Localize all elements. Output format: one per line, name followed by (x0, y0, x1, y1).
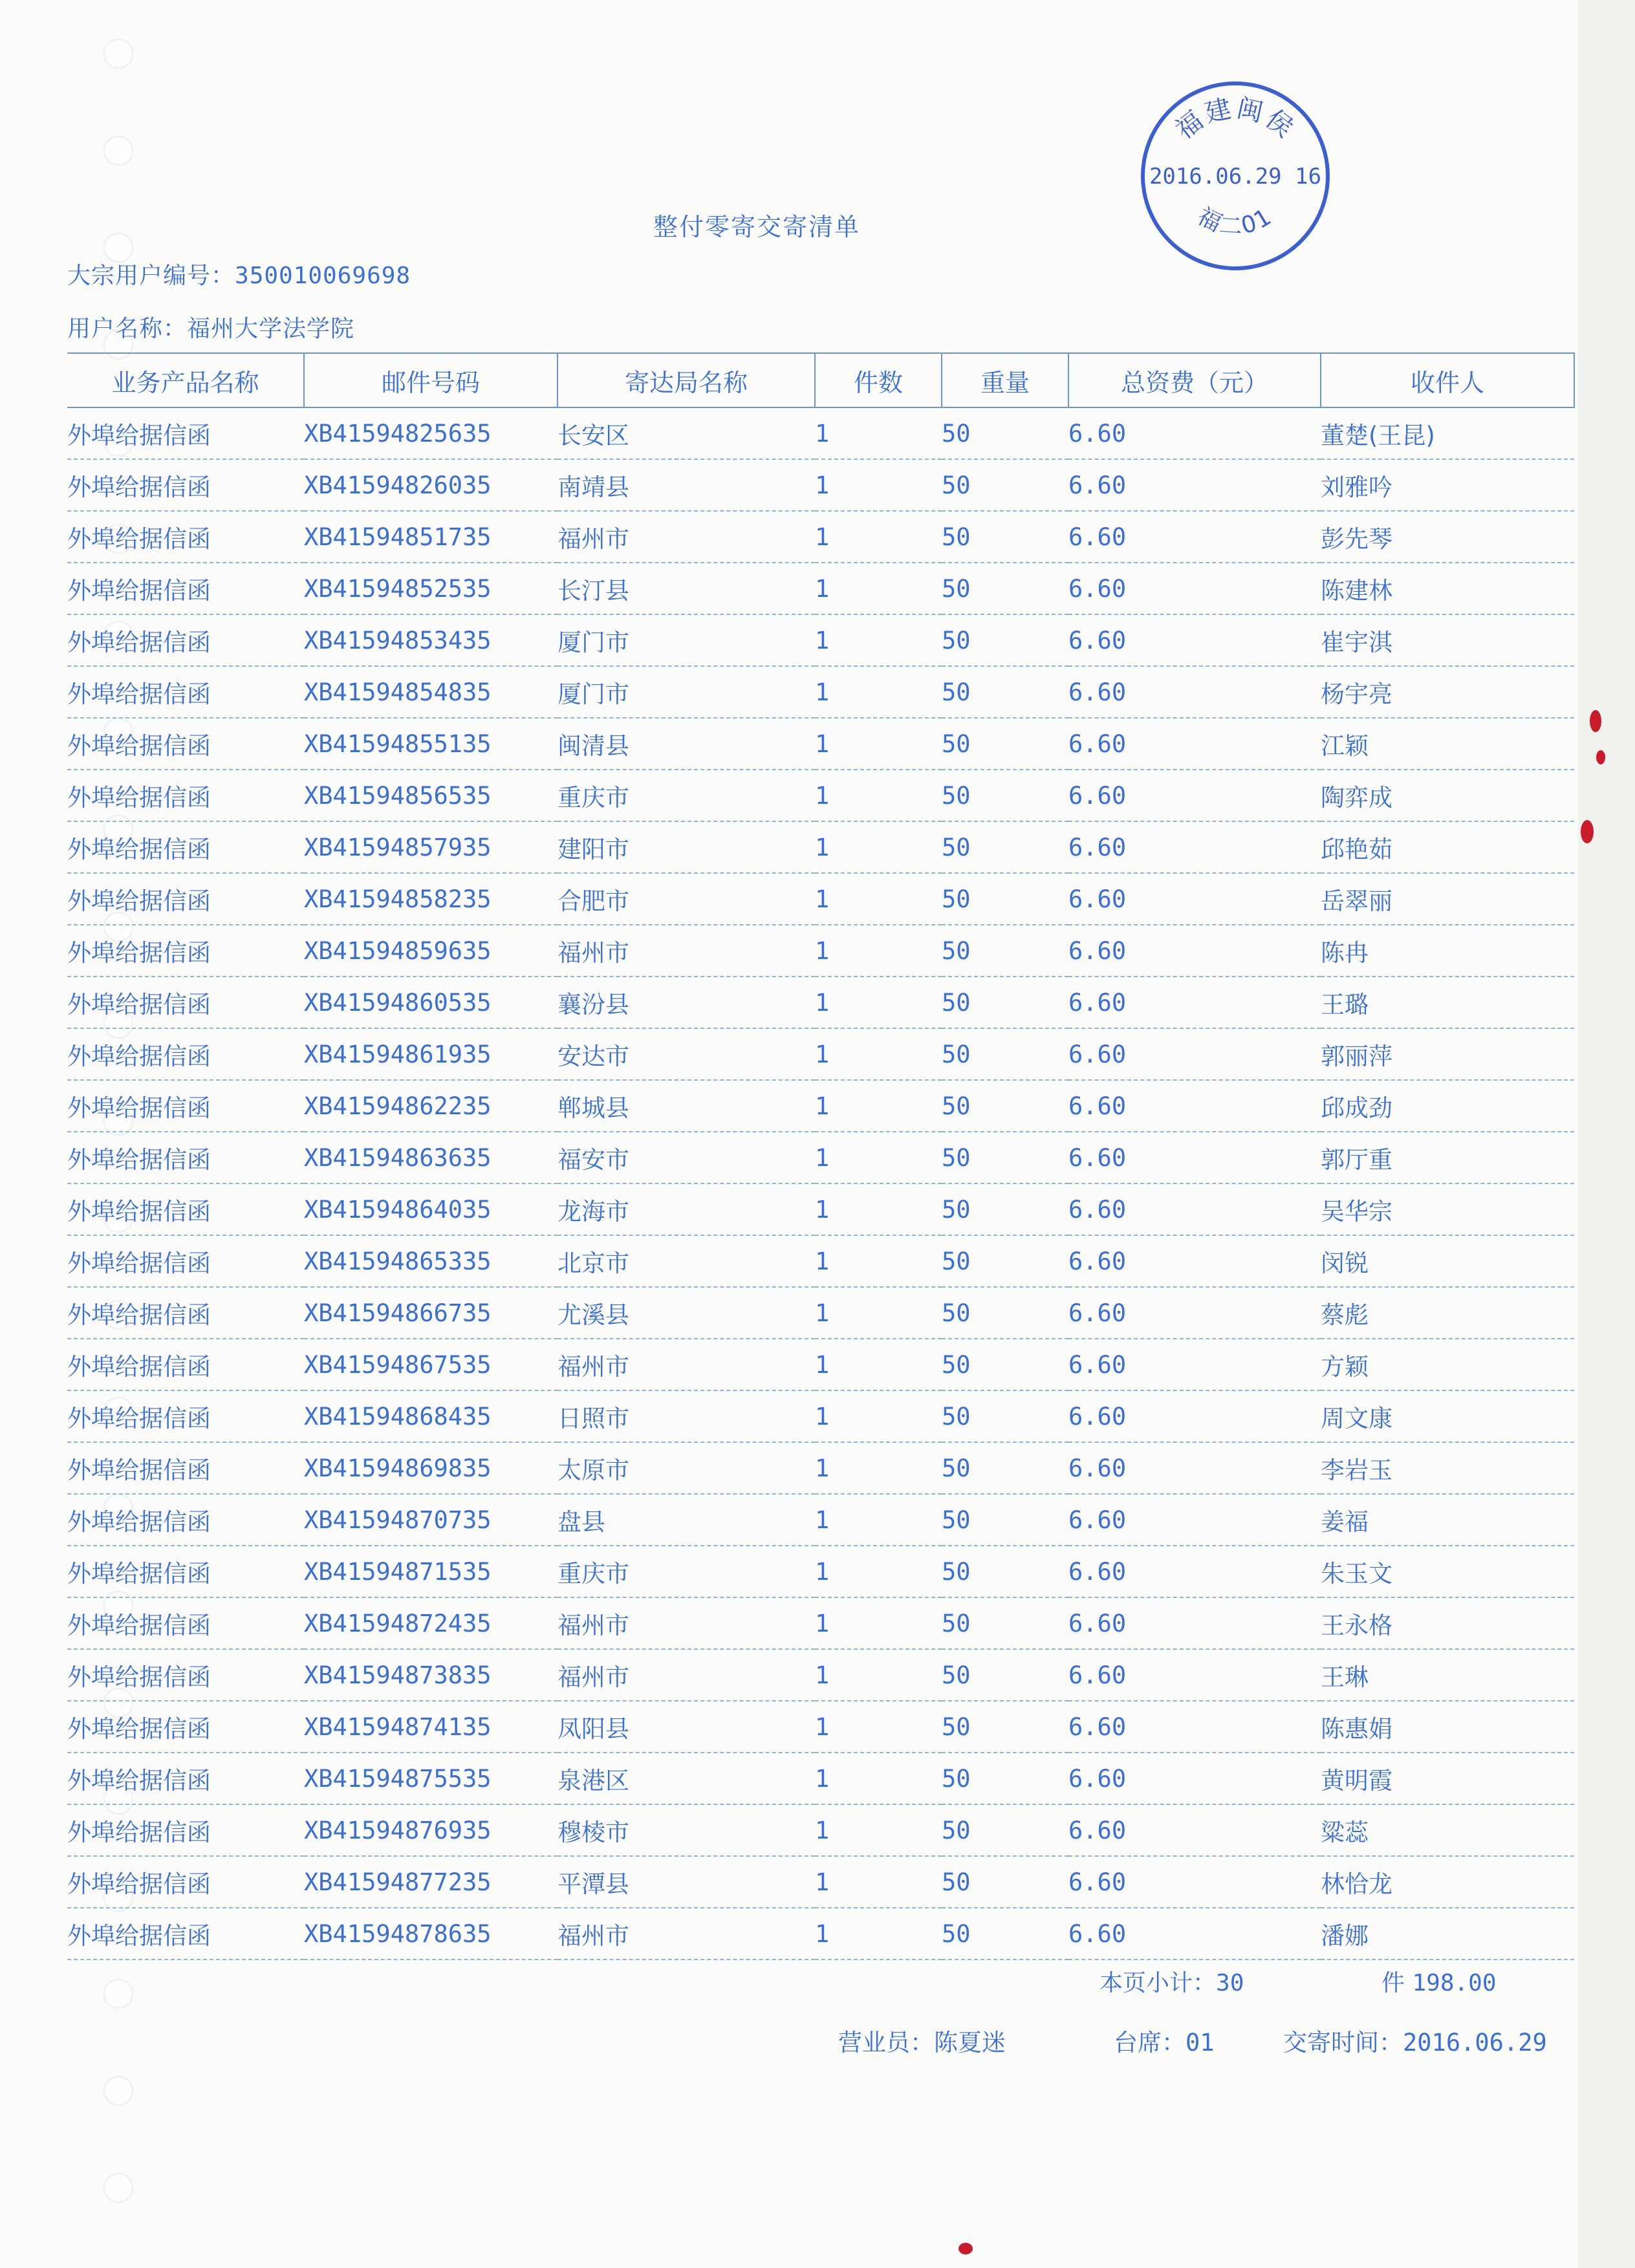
cell-mail-no: XB41594864035 (304, 1183, 558, 1235)
table-row (67, 459, 1574, 511)
clerk-name: 陈夏迷 (934, 2029, 1006, 2057)
customer-line (67, 310, 354, 343)
cell-qty: 1 (815, 873, 942, 925)
cell-mail-no: XB41594851735 (304, 511, 558, 563)
cell-fee: 6.60 (1068, 1442, 1321, 1494)
cell-product: 外埠给据信函 (67, 1442, 304, 1494)
table-row (67, 925, 1574, 977)
cell-weight: 50 (942, 1494, 1068, 1546)
cell-qty: 1 (815, 1701, 942, 1753)
cell-office: 襄汾县 (558, 977, 815, 1028)
postmark-stamp (1138, 79, 1332, 273)
cell-fee: 6.60 (1068, 1287, 1321, 1339)
table-row (67, 563, 1574, 614)
cell-fee: 6.60 (1068, 1494, 1321, 1546)
cell-fee: 6.60 (1068, 1856, 1321, 1908)
cell-mail-no: XB41594855135 (304, 718, 558, 770)
cell-weight: 50 (942, 770, 1068, 821)
cell-fee: 6.60 (1068, 1546, 1321, 1597)
cell-recipient: 郭丽萍 (1321, 1028, 1574, 1080)
cell-weight: 50 (942, 1183, 1068, 1235)
cell-qty: 1 (815, 1132, 942, 1183)
cell-recipient: 林恰龙 (1321, 1856, 1574, 1908)
counter-label: 台席： (1114, 2029, 1186, 2057)
header-weight: 重量 (942, 353, 1068, 407)
cell-product: 外埠给据信函 (67, 563, 304, 614)
cell-recipient: 王琳 (1321, 1649, 1574, 1701)
cell-office: 福州市 (558, 511, 815, 563)
cell-office: 盘县 (558, 1494, 815, 1546)
cell-mail-no: XB41594869835 (304, 1442, 558, 1494)
cell-product: 外埠给据信函 (67, 459, 304, 511)
table-row (67, 1908, 1574, 1960)
cell-mail-no: XB41594872435 (304, 1597, 558, 1649)
cell-weight: 50 (942, 407, 1068, 459)
cell-product: 外埠给据信函 (67, 666, 304, 718)
header-recipient: 收件人 (1321, 353, 1574, 407)
cell-recipient: 姜福 (1321, 1494, 1574, 1546)
table-row (67, 770, 1574, 821)
table-body (67, 407, 1574, 1960)
cell-fee: 6.60 (1068, 1132, 1321, 1183)
clerk-line (838, 2023, 1006, 2058)
cell-product: 外埠给据信函 (67, 1804, 304, 1856)
punch-hole (103, 39, 133, 69)
cell-office: 南靖县 (558, 459, 815, 511)
cell-product: 外埠给据信函 (67, 821, 304, 873)
customer-name: 福州大学法学院 (187, 316, 355, 342)
cell-fee: 6.60 (1068, 1597, 1321, 1649)
table-row (67, 1804, 1574, 1856)
cell-product: 外埠给据信函 (67, 1494, 304, 1546)
cell-qty: 1 (815, 1442, 942, 1494)
cell-office: 郸城县 (558, 1080, 815, 1132)
cell-fee: 6.60 (1068, 1390, 1321, 1442)
cell-qty: 1 (815, 407, 942, 459)
cell-recipient: 董楚(王昆) (1321, 407, 1574, 459)
table-row (67, 407, 1574, 459)
cell-recipient: 彭先琴 (1321, 511, 1574, 563)
cell-fee: 6.60 (1068, 614, 1321, 666)
cell-office: 福州市 (558, 1908, 815, 1960)
table-row (67, 666, 1574, 718)
cell-weight: 50 (942, 1287, 1068, 1339)
cell-office: 泉港区 (558, 1753, 815, 1804)
cell-product: 外埠给据信函 (67, 770, 304, 821)
header-mail-no: 邮件号码 (304, 353, 558, 407)
red-stain (1590, 710, 1601, 732)
table-row (67, 1546, 1574, 1597)
cell-qty: 1 (815, 1390, 942, 1442)
cell-weight: 50 (942, 1546, 1068, 1597)
table-row (67, 1132, 1574, 1183)
cell-weight: 50 (942, 1649, 1068, 1701)
subtotal-label: 本页小计： (1099, 1970, 1217, 1996)
cell-product: 外埠给据信函 (67, 1080, 304, 1132)
clerk-label: 营业员： (838, 2029, 934, 2057)
mail-list-table (67, 352, 1575, 1960)
header-product: 业务产品名称 (67, 353, 304, 407)
cell-fee: 6.60 (1068, 1701, 1321, 1753)
cell-mail-no: XB41594861935 (304, 1028, 558, 1080)
counter-no: 01 (1186, 2029, 1215, 2057)
cell-mail-no: XB41594862235 (304, 1080, 558, 1132)
document-title: 整付零寄交寄清单 (653, 213, 860, 241)
counter-line (1114, 2023, 1215, 2058)
cell-office: 福州市 (558, 1649, 815, 1701)
cell-fee: 6.60 (1068, 821, 1321, 873)
table-row (67, 1028, 1574, 1080)
table-row (67, 1753, 1574, 1804)
cell-weight: 50 (942, 1442, 1068, 1494)
header-office: 寄达局名称 (558, 353, 815, 407)
cell-qty: 1 (815, 1597, 942, 1649)
cell-weight: 50 (942, 1804, 1068, 1856)
cell-qty: 1 (815, 511, 942, 563)
cell-weight: 50 (942, 1908, 1068, 1960)
cell-mail-no: XB41594868435 (304, 1390, 558, 1442)
punch-hole (103, 2076, 133, 2106)
cell-office: 尤溪县 (558, 1287, 815, 1339)
cell-qty: 1 (815, 1546, 942, 1597)
cell-weight: 50 (942, 1753, 1068, 1804)
cell-recipient: 江颖 (1321, 718, 1574, 770)
cell-mail-no: XB41594858235 (304, 873, 558, 925)
cell-product: 外埠给据信函 (67, 873, 304, 925)
table-row (67, 1649, 1574, 1701)
cell-weight: 50 (942, 1028, 1068, 1080)
cell-product: 外埠给据信函 (67, 1028, 304, 1080)
cell-weight: 50 (942, 459, 1068, 511)
cell-recipient: 邱艳茹 (1321, 821, 1574, 873)
cell-qty: 1 (815, 821, 942, 873)
cell-weight: 50 (942, 821, 1068, 873)
cell-weight: 50 (942, 718, 1068, 770)
cell-mail-no: XB41594874135 (304, 1701, 558, 1753)
table-row (67, 1339, 1574, 1390)
cell-weight: 50 (942, 873, 1068, 925)
cell-qty: 1 (815, 1287, 942, 1339)
cell-qty: 1 (815, 977, 942, 1028)
cell-office: 穆棱市 (558, 1804, 815, 1856)
time-line (1283, 2023, 1547, 2058)
time-label: 交寄时间： (1283, 2029, 1403, 2057)
cell-product: 外埠给据信函 (67, 1649, 304, 1701)
cell-mail-no: XB41594865335 (304, 1235, 558, 1287)
table-row (67, 1235, 1574, 1287)
cell-office: 厦门市 (558, 666, 815, 718)
cell-weight: 50 (942, 563, 1068, 614)
cell-qty: 1 (815, 1235, 942, 1287)
cell-qty: 1 (815, 718, 942, 770)
cell-product: 外埠给据信函 (67, 614, 304, 666)
cell-recipient: 陈惠娟 (1321, 1701, 1574, 1753)
cell-fee: 6.60 (1068, 1183, 1321, 1235)
cell-product: 外埠给据信函 (67, 977, 304, 1028)
cell-recipient: 李岩玉 (1321, 1442, 1574, 1494)
cell-recipient: 陈建林 (1321, 563, 1574, 614)
cell-mail-no: XB41594871535 (304, 1546, 558, 1597)
cell-office: 龙海市 (558, 1183, 815, 1235)
paper-edge (1578, 0, 1635, 2268)
cell-mail-no: XB41594866735 (304, 1287, 558, 1339)
subtotal-amount: 198.00 (1412, 1970, 1497, 1996)
red-stain (958, 2243, 973, 2254)
cell-product: 外埠给据信函 (67, 718, 304, 770)
cell-fee: 6.60 (1068, 1908, 1321, 1960)
cell-product: 外埠给据信函 (67, 925, 304, 977)
cell-fee: 6.60 (1068, 770, 1321, 821)
table-row (67, 511, 1574, 563)
cell-fee: 6.60 (1068, 1339, 1321, 1390)
cell-qty: 1 (815, 1753, 942, 1804)
cell-office: 合肥市 (558, 873, 815, 925)
cell-weight: 50 (942, 511, 1068, 563)
cell-recipient: 蔡彪 (1321, 1287, 1574, 1339)
red-stain (1581, 820, 1594, 843)
table-row (67, 1494, 1574, 1546)
cell-fee: 6.60 (1068, 666, 1321, 718)
cell-qty: 1 (815, 1494, 942, 1546)
cell-office: 福州市 (558, 1597, 815, 1649)
account-number: 350010069698 (235, 263, 411, 289)
cell-fee: 6.60 (1068, 459, 1321, 511)
cell-mail-no: XB41594856535 (304, 770, 558, 821)
cell-mail-no: XB41594877235 (304, 1856, 558, 1908)
cell-product: 外埠给据信函 (67, 407, 304, 459)
cell-qty: 1 (815, 459, 942, 511)
cell-recipient: 邱成劲 (1321, 1080, 1574, 1132)
cell-recipient: 岳翠丽 (1321, 873, 1574, 925)
cell-fee: 6.60 (1068, 407, 1321, 459)
cell-qty: 1 (815, 563, 942, 614)
cell-product: 外埠给据信函 (67, 1235, 304, 1287)
cell-recipient: 崔宇淇 (1321, 614, 1574, 666)
cell-product: 外埠给据信函 (67, 1908, 304, 1960)
cell-recipient: 朱玉文 (1321, 1546, 1574, 1597)
cell-weight: 50 (942, 1390, 1068, 1442)
account-label: 大宗用户编号： (67, 263, 235, 289)
cell-mail-no: XB41594859635 (304, 925, 558, 977)
cell-office: 太原市 (558, 1442, 815, 1494)
cell-recipient: 王璐 (1321, 977, 1574, 1028)
table-row (67, 1287, 1574, 1339)
cell-product: 外埠给据信函 (67, 1183, 304, 1235)
table-row (67, 614, 1574, 666)
cell-fee: 6.60 (1068, 1235, 1321, 1287)
table-row (67, 977, 1574, 1028)
cell-weight: 50 (942, 1132, 1068, 1183)
cell-qty: 1 (815, 1908, 942, 1960)
cell-qty: 1 (815, 666, 942, 718)
time-value: 2016.06.29 (1403, 2029, 1547, 2057)
header-qty: 件数 (815, 353, 942, 407)
table-row (67, 1701, 1574, 1753)
cell-fee: 6.60 (1068, 977, 1321, 1028)
cell-office: 福州市 (558, 925, 815, 977)
cell-recipient: 陈冉 (1321, 925, 1574, 977)
stamp-top-text: 福建闽侯 (1170, 93, 1301, 146)
punch-hole (103, 2173, 133, 2203)
cell-fee: 6.60 (1068, 511, 1321, 563)
cell-fee: 6.60 (1068, 1649, 1321, 1701)
cell-qty: 1 (815, 1080, 942, 1132)
cell-product: 外埠给据信函 (67, 1597, 304, 1649)
cell-product: 外埠给据信函 (67, 1287, 304, 1339)
cell-office: 北京市 (558, 1235, 815, 1287)
cell-recipient: 王永格 (1321, 1597, 1574, 1649)
cell-office: 长安区 (558, 407, 815, 459)
cell-office: 厦门市 (558, 614, 815, 666)
cell-weight: 50 (942, 666, 1068, 718)
punch-hole (103, 1979, 133, 2009)
punch-hole (103, 136, 133, 166)
header-fee: 总资费（元） (1068, 353, 1321, 407)
cell-recipient: 刘雅吟 (1321, 459, 1574, 511)
red-stain (1596, 750, 1605, 764)
table-row (67, 1390, 1574, 1442)
cell-office: 平潭县 (558, 1856, 815, 1908)
cell-mail-no: XB41594857935 (304, 821, 558, 873)
cell-product: 外埠给据信函 (67, 1132, 304, 1183)
cell-weight: 50 (942, 1856, 1068, 1908)
cell-product: 外埠给据信函 (67, 1753, 304, 1804)
cell-fee: 6.60 (1068, 1028, 1321, 1080)
cell-fee: 6.60 (1068, 718, 1321, 770)
cell-recipient: 方颖 (1321, 1339, 1574, 1390)
cell-recipient: 闵锐 (1321, 1235, 1574, 1287)
cell-recipient: 粱蕊 (1321, 1804, 1574, 1856)
cell-weight: 50 (942, 614, 1068, 666)
cell-fee: 6.60 (1068, 1804, 1321, 1856)
table-row (67, 1183, 1574, 1235)
cell-recipient: 周文康 (1321, 1390, 1574, 1442)
cell-recipient: 吴华宗 (1321, 1183, 1574, 1235)
cell-office: 日照市 (558, 1390, 815, 1442)
cell-office: 闽清县 (558, 718, 815, 770)
cell-fee: 6.60 (1068, 1753, 1321, 1804)
cell-mail-no: XB41594867535 (304, 1339, 558, 1390)
cell-mail-no: XB41594826035 (304, 459, 558, 511)
table-row (67, 821, 1574, 873)
cell-mail-no: XB41594860535 (304, 977, 558, 1028)
cell-office: 长汀县 (558, 563, 815, 614)
cell-mail-no: XB41594853435 (304, 614, 558, 666)
table-row (67, 873, 1574, 925)
cell-office: 重庆市 (558, 770, 815, 821)
stamp-date: 2016.06.29 16 (1149, 164, 1322, 189)
cell-mail-no: XB41594863635 (304, 1132, 558, 1183)
cell-qty: 1 (815, 770, 942, 821)
table-row (67, 1442, 1574, 1494)
cell-weight: 50 (942, 1597, 1068, 1649)
cell-qty: 1 (815, 1339, 942, 1390)
cell-mail-no: XB41594852535 (304, 563, 558, 614)
cell-weight: 50 (942, 925, 1068, 977)
cell-office: 福安市 (558, 1132, 815, 1183)
cell-product: 外埠给据信函 (67, 1856, 304, 1908)
cell-recipient: 陶弈成 (1321, 770, 1574, 821)
subtotal-amount-line (1381, 1965, 1497, 1998)
cell-recipient: 杨宇亮 (1321, 666, 1574, 718)
cell-mail-no: XB41594876935 (304, 1804, 558, 1856)
cell-office: 福州市 (558, 1339, 815, 1390)
cell-weight: 50 (942, 977, 1068, 1028)
cell-qty: 1 (815, 614, 942, 666)
cell-office: 建阳市 (558, 821, 815, 873)
cell-qty: 1 (815, 1028, 942, 1080)
cell-mail-no: XB41594873835 (304, 1649, 558, 1701)
cell-recipient: 潘娜 (1321, 1908, 1574, 1960)
account-line (67, 257, 411, 290)
stamp-bottom-text: 福二01 (1193, 202, 1278, 241)
cell-mail-no: XB41594854835 (304, 666, 558, 718)
cell-weight: 50 (942, 1701, 1068, 1753)
cell-recipient: 黄明霞 (1321, 1753, 1574, 1804)
subtotal-line (1099, 1965, 1244, 1998)
cell-qty: 1 (815, 1183, 942, 1235)
cell-product: 外埠给据信函 (67, 1546, 304, 1597)
cell-mail-no: XB41594875535 (304, 1753, 558, 1804)
cell-product: 外埠给据信函 (67, 1339, 304, 1390)
cell-weight: 50 (942, 1235, 1068, 1287)
table-row (67, 718, 1574, 770)
cell-product: 外埠给据信函 (67, 511, 304, 563)
subtotal-unit: 件 (1381, 1970, 1405, 1996)
table-row (67, 1080, 1574, 1132)
cell-recipient: 郭厅重 (1321, 1132, 1574, 1183)
cell-fee: 6.60 (1068, 1080, 1321, 1132)
table-row (67, 1597, 1574, 1649)
cell-office: 安达市 (558, 1028, 815, 1080)
cell-qty: 1 (815, 1649, 942, 1701)
cell-mail-no: XB41594878635 (304, 1908, 558, 1960)
cell-product: 外埠给据信函 (67, 1701, 304, 1753)
cell-qty: 1 (815, 1804, 942, 1856)
table-row (67, 1856, 1574, 1908)
table-header-row (67, 353, 1574, 407)
cell-fee: 6.60 (1068, 873, 1321, 925)
cell-weight: 50 (942, 1080, 1068, 1132)
cell-fee: 6.60 (1068, 925, 1321, 977)
customer-label: 用户名称： (67, 316, 188, 342)
cell-weight: 50 (942, 1339, 1068, 1390)
cell-office: 凤阳县 (558, 1701, 815, 1753)
cell-product: 外埠给据信函 (67, 1390, 304, 1442)
cell-qty: 1 (815, 1856, 942, 1908)
cell-qty: 1 (815, 925, 942, 977)
cell-mail-no: XB41594870735 (304, 1494, 558, 1546)
cell-mail-no: XB41594825635 (304, 407, 558, 459)
cell-office: 重庆市 (558, 1546, 815, 1597)
cell-fee: 6.60 (1068, 563, 1321, 614)
subtotal-count: 30 (1216, 1970, 1244, 1996)
